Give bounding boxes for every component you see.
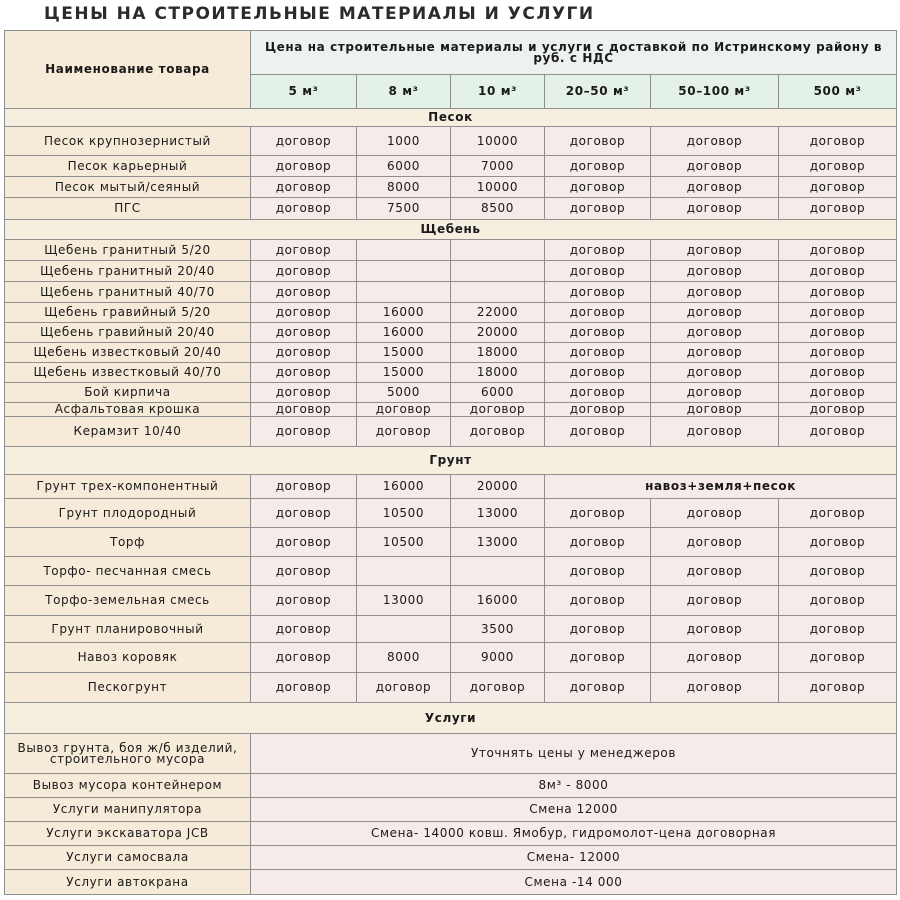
price-cell: договор: [651, 383, 779, 403]
price-cell: договор: [545, 343, 651, 363]
product-name: Щебень известковый 40/70: [5, 363, 251, 383]
table-row: [5, 363, 897, 383]
price-cell: договор: [651, 343, 779, 363]
price-cell: договор: [251, 198, 357, 220]
price-cell: договор: [251, 383, 357, 403]
price-cell: договор: [251, 417, 357, 447]
price-cell: договор: [779, 343, 897, 363]
product-name: Керамзит 10/40: [5, 417, 251, 447]
page-title: ЦЕНЫ НА СТРОИТЕЛЬНЫЕ МАТЕРИАЛЫ И УСЛУГИ: [44, 4, 595, 24]
price-cell: [451, 282, 545, 303]
price-cell: [357, 557, 451, 586]
service-row: [5, 774, 897, 798]
price-cell: договор: [651, 557, 779, 586]
service-price: Смена- 14000 ковш. Ямобур, гидромолот-цена договорная: [251, 822, 897, 846]
volume-header: 10 м³: [451, 75, 545, 109]
product-name: Песок мытый/сеяный: [5, 177, 251, 198]
price-cell: договор: [779, 403, 897, 417]
price-cell: [357, 282, 451, 303]
price-cell: договор: [251, 127, 357, 156]
price-cell: договор: [545, 261, 651, 282]
table-row: [5, 586, 897, 616]
header-price-caption: Цена на строительные материалы и услуги с доставкой по Истринскому району в руб. с НДС: [251, 31, 897, 75]
table-row: [5, 240, 897, 261]
product-name: Песок крупнозернистый: [5, 127, 251, 156]
price-cell: договор: [251, 240, 357, 261]
price-cell: договор: [251, 261, 357, 282]
service-price: Смена- 12000: [251, 846, 897, 870]
price-cell: 15000: [357, 363, 451, 383]
product-name: Щебень гравийный 20/40: [5, 323, 251, 343]
price-cell: 7000: [451, 156, 545, 177]
price-cell: договор: [779, 177, 897, 198]
section-title: Услуги: [5, 703, 897, 734]
price-cell: 6000: [451, 383, 545, 403]
price-cell: 18000: [451, 363, 545, 383]
price-cell: договор: [779, 127, 897, 156]
price-cell: договор: [545, 403, 651, 417]
price-cell: 20000: [451, 323, 545, 343]
table-row: [5, 643, 897, 673]
section-title: Щебень: [5, 220, 897, 240]
price-cell: договор: [779, 643, 897, 673]
price-cell: договор: [357, 403, 451, 417]
service-row: [5, 734, 897, 774]
price-cell: [451, 557, 545, 586]
price-cell: договор: [651, 673, 779, 703]
price-cell: договор: [545, 323, 651, 343]
price-cell: 9000: [451, 643, 545, 673]
price-cell: договор: [357, 673, 451, 703]
service-row: [5, 798, 897, 822]
table-row: [5, 261, 897, 282]
table-row: [5, 156, 897, 177]
table-row: [5, 282, 897, 303]
price-cell: договор: [651, 198, 779, 220]
price-cell: 8500: [451, 198, 545, 220]
price-cell: договор: [651, 156, 779, 177]
service-name: Вывоз мусора контейнером: [5, 774, 251, 798]
price-cell: договор: [545, 198, 651, 220]
price-cell: договор: [251, 323, 357, 343]
service-price: Смена -14 000: [251, 870, 897, 895]
product-name: Щебень гравийный 5/20: [5, 303, 251, 323]
price-cell: 13000: [357, 586, 451, 616]
price-cell: договор: [651, 403, 779, 417]
table-row: [5, 127, 897, 156]
product-name: Щебень гранитный 5/20: [5, 240, 251, 261]
price-cell: договор: [545, 528, 651, 557]
price-cell: договор: [251, 303, 357, 323]
product-name: Щебень гранитный 20/40: [5, 261, 251, 282]
price-cell: 22000: [451, 303, 545, 323]
price-cell: договор: [779, 557, 897, 586]
price-cell: договор: [545, 156, 651, 177]
price-cell: договор: [545, 499, 651, 528]
price-cell: договор: [779, 417, 897, 447]
service-name: Услуги манипулятора: [5, 798, 251, 822]
product-name: Грунт трех-компонентный: [5, 475, 251, 499]
price-cell: 10500: [357, 499, 451, 528]
table-row: [5, 557, 897, 586]
volume-header: 5 м³: [251, 75, 357, 109]
price-cell: договор: [779, 303, 897, 323]
table-row: [5, 616, 897, 643]
service-price: Смена 12000: [251, 798, 897, 822]
price-cell: 10000: [451, 177, 545, 198]
table-row: [5, 383, 897, 403]
price-cell: 20000: [451, 475, 545, 499]
table-row: [5, 343, 897, 363]
price-cell: договор: [251, 475, 357, 499]
price-cell: договор: [779, 323, 897, 343]
price-cell: 13000: [451, 528, 545, 557]
price-cell: договор: [545, 282, 651, 303]
product-name: Асфальтовая крошка: [5, 403, 251, 417]
service-name: Вывоз грунта, боя ж/б изделий, строительного мусора: [5, 734, 251, 774]
price-cell: договор: [651, 616, 779, 643]
price-table: [4, 30, 897, 895]
price-cell: договор: [779, 363, 897, 383]
volume-header: 20–50 м³: [545, 75, 651, 109]
section-title: Грунт: [5, 447, 897, 475]
price-cell: договор: [779, 261, 897, 282]
product-name: Торф: [5, 528, 251, 557]
price-cell: договор: [545, 586, 651, 616]
price-cell: договор: [779, 499, 897, 528]
price-cell: договор: [251, 643, 357, 673]
price-cell: 3500: [451, 616, 545, 643]
service-row: [5, 870, 897, 895]
price-cell: 8000: [357, 177, 451, 198]
price-cell: договор: [651, 363, 779, 383]
price-cell: [451, 261, 545, 282]
table-row: [5, 475, 897, 499]
product-name: ПГС: [5, 198, 251, 220]
section-header-gravel: [5, 220, 897, 240]
table-row: [5, 499, 897, 528]
table-row: [5, 403, 897, 417]
table-row: [5, 323, 897, 343]
price-cell: договор: [651, 261, 779, 282]
price-cell: договор: [545, 363, 651, 383]
price-cell: 18000: [451, 343, 545, 363]
price-cell: договор: [779, 156, 897, 177]
price-cell: договор: [651, 417, 779, 447]
price-cell: договор: [251, 499, 357, 528]
price-cell: договор: [651, 282, 779, 303]
price-cell: договор: [545, 127, 651, 156]
price-cell: договор: [651, 240, 779, 261]
service-name: Услуги самосвала: [5, 846, 251, 870]
product-name: Торфо- песчанная смесь: [5, 557, 251, 586]
price-cell: договор: [545, 616, 651, 643]
price-cell: 7500: [357, 198, 451, 220]
table-row: [5, 177, 897, 198]
price-cell: договор: [651, 323, 779, 343]
product-name: Щебень известковый 20/40: [5, 343, 251, 363]
section-header-soil: [5, 447, 897, 475]
product-name: Пескогрунт: [5, 673, 251, 703]
price-cell: 13000: [451, 499, 545, 528]
price-cell: договор: [251, 282, 357, 303]
price-cell: договор: [779, 616, 897, 643]
price-cell: договор: [251, 673, 357, 703]
price-table-body: [5, 31, 897, 895]
volume-header: 500 м³: [779, 75, 897, 109]
price-cell: договор: [545, 303, 651, 323]
price-cell: [357, 261, 451, 282]
price-cell: 16000: [357, 303, 451, 323]
price-cell: договор: [451, 417, 545, 447]
price-cell: договор: [251, 586, 357, 616]
price-cell: 6000: [357, 156, 451, 177]
price-cell: договор: [651, 303, 779, 323]
price-cell: договор: [545, 417, 651, 447]
product-name: Навоз коровяк: [5, 643, 251, 673]
service-name: Услуги экскаватора JCB: [5, 822, 251, 846]
price-cell: 1000: [357, 127, 451, 156]
product-name: Щебень гранитный 40/70: [5, 282, 251, 303]
section-title: Песок: [5, 109, 897, 127]
volume-header: 8 м³: [357, 75, 451, 109]
price-cell: договор: [779, 383, 897, 403]
price-cell: договор: [651, 177, 779, 198]
mixture-note: навоз+земля+песок: [545, 475, 897, 499]
price-cell: [357, 240, 451, 261]
table-row: [5, 303, 897, 323]
table-row: [5, 198, 897, 220]
price-cell: 10000: [451, 127, 545, 156]
service-price: Уточнять цены у менеджеров: [251, 734, 897, 774]
price-cell: договор: [251, 557, 357, 586]
header-name-column: Наименование товара: [5, 31, 251, 109]
volume-header: 50–100 м³: [651, 75, 779, 109]
service-name: Услуги автокрана: [5, 870, 251, 895]
service-row: [5, 822, 897, 846]
table-row: [5, 417, 897, 447]
price-cell: договор: [651, 127, 779, 156]
price-cell: договор: [545, 643, 651, 673]
price-cell: договор: [779, 240, 897, 261]
price-cell: 5000: [357, 383, 451, 403]
price-cell: договор: [651, 586, 779, 616]
price-cell: договор: [251, 616, 357, 643]
price-cell: договор: [251, 177, 357, 198]
price-cell: договор: [451, 403, 545, 417]
section-header-sand: [5, 109, 897, 127]
product-name: Бой кирпича: [5, 383, 251, 403]
section-header-services: [5, 703, 897, 734]
price-cell: договор: [357, 417, 451, 447]
service-price: 8м³ - 8000: [251, 774, 897, 798]
price-cell: договор: [251, 343, 357, 363]
price-cell: договор: [779, 198, 897, 220]
price-cell: договор: [451, 673, 545, 703]
price-cell: договор: [251, 403, 357, 417]
product-name: Торфо-земельная смесь: [5, 586, 251, 616]
price-cell: договор: [251, 156, 357, 177]
price-cell: [357, 616, 451, 643]
service-row: [5, 846, 897, 870]
price-cell: договор: [779, 528, 897, 557]
price-cell: договор: [545, 383, 651, 403]
price-cell: договор: [651, 643, 779, 673]
product-name: Песок карьерный: [5, 156, 251, 177]
price-cell: договор: [779, 282, 897, 303]
price-cell: 8000: [357, 643, 451, 673]
price-cell: договор: [651, 528, 779, 557]
price-cell: договор: [651, 499, 779, 528]
price-cell: [451, 240, 545, 261]
product-name: Грунт планировочный: [5, 616, 251, 643]
price-cell: договор: [779, 673, 897, 703]
price-cell: 16000: [451, 586, 545, 616]
price-cell: договор: [545, 177, 651, 198]
price-cell: договор: [545, 557, 651, 586]
price-cell: договор: [251, 528, 357, 557]
price-cell: 16000: [357, 323, 451, 343]
table-row: [5, 673, 897, 703]
price-cell: 10500: [357, 528, 451, 557]
price-cell: договор: [545, 673, 651, 703]
table-row: [5, 528, 897, 557]
product-name: Грунт плодородный: [5, 499, 251, 528]
price-cell: 15000: [357, 343, 451, 363]
price-cell: 16000: [357, 475, 451, 499]
price-cell: договор: [779, 586, 897, 616]
price-cell: договор: [251, 363, 357, 383]
price-cell: договор: [545, 240, 651, 261]
